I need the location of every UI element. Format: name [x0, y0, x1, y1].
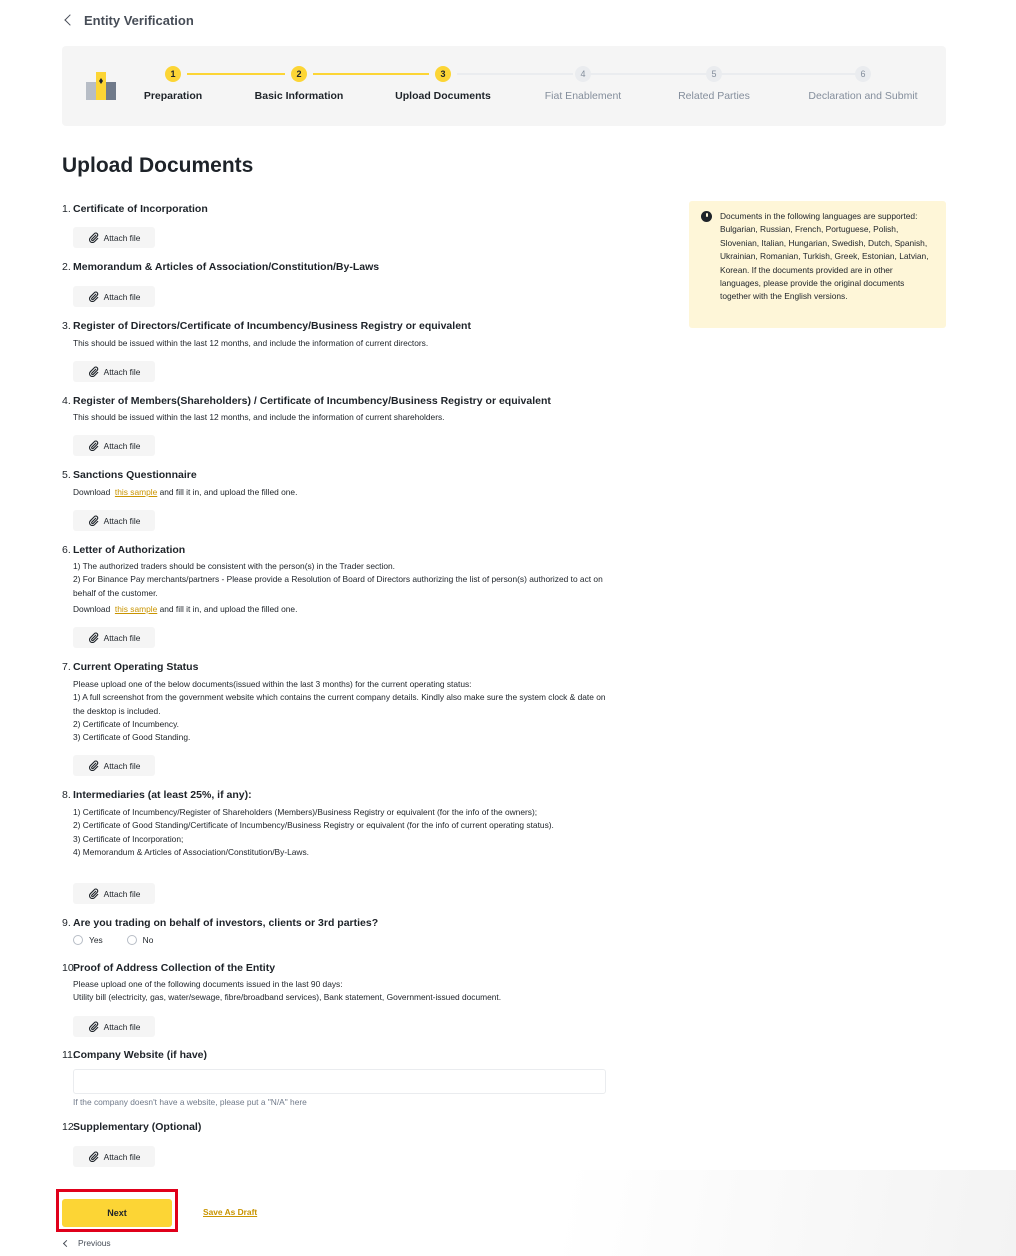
section-title	[62, 261, 379, 273]
download-prefix: Download	[73, 604, 111, 614]
radio-circle[interactable]	[73, 935, 83, 945]
next-button[interactable]: Next	[62, 1199, 172, 1227]
top-bar	[62, 10, 194, 30]
step-declaration-and-submit	[793, 66, 933, 102]
description-line: Please upload one of the below documents(issued within the last 3 months) for the current operating status:	[73, 679, 472, 689]
section-number: 5.	[62, 469, 71, 481]
description-line: 2) Certificate of Good Standing/Certificate of Incumbency/Business Registry or equivalent (for the info of current operating status).	[73, 820, 554, 831]
section-title	[62, 789, 252, 801]
language-notice	[689, 201, 946, 328]
attach-file-button[interactable]	[73, 435, 155, 456]
section-number: 2.	[62, 261, 71, 273]
radio-label: No	[142, 935, 154, 945]
section-title	[62, 1049, 207, 1061]
section-title	[62, 917, 378, 929]
radio-yes[interactable]	[73, 935, 103, 945]
sample-download-link[interactable]: this sample	[114, 604, 158, 614]
company-website-hint: If the company doesn't have a website, please put a "N/A" here	[73, 1097, 307, 1107]
step-basic-information	[229, 66, 369, 102]
attach-file-label: Attach file	[103, 440, 141, 451]
step-label: Related Parties	[678, 90, 750, 102]
step-number: 4	[575, 66, 591, 82]
previous-link[interactable]	[64, 1238, 111, 1248]
download-prefix: Download	[73, 487, 111, 497]
back-chevron-icon[interactable]	[64, 14, 75, 25]
section-title	[62, 320, 471, 332]
section-description: This should be issued within the last 12 months, and include the information of current shareholders.	[73, 412, 445, 422]
section-title-text: Intermediaries (at least 25%, if any):	[73, 789, 252, 801]
paperclip-icon	[88, 291, 99, 302]
step-number: 3	[435, 66, 451, 82]
paperclip-icon	[88, 515, 99, 526]
attach-file-label: Attach file	[103, 291, 141, 302]
description-line: 2) Certificate of Incumbency.	[73, 718, 179, 729]
step-preparation	[103, 66, 243, 102]
section-title-text: Register of Members(Shareholders) / Certificate of Incumbency/Business Registry or equivalent	[73, 395, 551, 407]
paperclip-icon	[88, 760, 99, 771]
attach-file-button[interactable]	[73, 286, 155, 307]
section-number: 8.	[62, 789, 71, 801]
step-label: Fiat Enablement	[544, 90, 622, 102]
section-title-text: Register of Directors/Certificate of Incumbency/Business Registry or equivalent	[73, 320, 471, 332]
step-label: Upload Documents	[395, 90, 491, 102]
lightbulb-icon	[701, 211, 712, 222]
section-number: 7.	[62, 661, 71, 673]
radio-circle[interactable]	[127, 935, 137, 945]
section-number: 12.	[62, 1121, 77, 1133]
section-title	[62, 1121, 201, 1133]
attach-file-button[interactable]	[73, 510, 155, 531]
attach-file-label: Attach file	[103, 366, 141, 377]
section-title	[62, 962, 275, 974]
download-sample-line	[73, 486, 613, 499]
section-title-text: Letter of Authorization	[73, 544, 186, 556]
section-number: 9.	[62, 917, 71, 929]
section-title-text: Proof of Address Collection of the Entity	[73, 962, 276, 974]
section-title-text: Memorandum & Articles of Association/Constitution/By-Laws	[73, 261, 380, 273]
download-suffix: and fill it in, and upload the filled one.	[159, 604, 298, 614]
step-number: 6	[855, 66, 871, 82]
section-number: 1.	[62, 203, 71, 215]
notice-text: Documents in the following languages are supported: Bulgarian, Russian, French, Portuguese, Polish, Slovenian, Italian, Hungarian, Swedish, Dutch, Spanish, Ukrainian, Romanian, Turkish, Greek, Estonian, Latvian, Korean. If the documents provided are in other languages, please provide the original documents together with the English versions.	[720, 211, 929, 302]
attach-file-button[interactable]	[73, 883, 155, 904]
paperclip-icon	[88, 632, 99, 643]
section-description	[73, 978, 613, 1005]
attach-file-label: Attach file	[103, 515, 141, 526]
section-description: This should be issued within the last 12 months, and include the information of current directors.	[73, 338, 429, 348]
section-title	[62, 395, 551, 407]
section-description	[73, 678, 613, 744]
step-number: 5	[706, 66, 722, 82]
section-title	[62, 544, 185, 556]
step-label: Basic Information	[254, 90, 344, 102]
attach-file-button[interactable]	[73, 1016, 155, 1037]
attach-file-button[interactable]	[73, 361, 155, 382]
download-sample-line	[73, 603, 613, 616]
section-description	[73, 560, 613, 600]
paperclip-icon	[88, 440, 99, 451]
description-line: 3) Certificate of Good Standing.	[73, 732, 191, 743]
section-number: 10.	[62, 962, 77, 974]
step-upload-documents	[373, 66, 513, 102]
paperclip-icon	[88, 1021, 99, 1032]
sample-download-link[interactable]: this sample	[114, 487, 158, 497]
page-title: Upload Documents	[62, 154, 254, 177]
attach-file-button[interactable]	[73, 1146, 155, 1167]
progress-stepper	[62, 46, 946, 126]
section-number: 4.	[62, 395, 71, 407]
description-line: 1) Certificate of Incumbency/Register of Shareholders (Members)/Business Registry or equivalent (for the info of the owners);	[73, 807, 538, 817]
description-line: 2) For Binance Pay merchants/partners - Please provide a Resolution of Board of Directors authorizing the list of person(s) authorized to act on behalf of the customer.	[73, 574, 603, 598]
attach-file-button[interactable]	[73, 627, 155, 648]
section-number: 11.	[62, 1049, 76, 1061]
paperclip-icon	[88, 1151, 99, 1162]
step-number: 2	[291, 66, 307, 82]
section-title-text: Are you trading on behalf of investors, clients or 3rd parties?	[73, 917, 379, 929]
attach-file-label: Attach file	[103, 888, 141, 899]
attach-file-button[interactable]	[73, 755, 155, 776]
chevron-left-icon	[63, 1239, 70, 1246]
section-title	[62, 203, 208, 215]
section-title-text: Supplementary (Optional)	[73, 1121, 202, 1133]
section-description	[73, 806, 613, 859]
section-number: 6.	[62, 544, 71, 556]
section-title-text: Sanctions Questionnaire	[73, 469, 197, 481]
step-related-parties	[644, 66, 784, 102]
paperclip-icon	[88, 888, 99, 899]
download-suffix: and fill it in, and upload the filled one.	[159, 487, 298, 497]
step-number: 1	[165, 66, 181, 82]
paperclip-icon	[88, 232, 99, 243]
section-title-text: Certificate of Incorporation	[73, 203, 208, 215]
page-header-title: Entity Verification	[84, 12, 194, 28]
attach-file-label: Attach file	[103, 232, 141, 243]
section-title	[62, 469, 197, 481]
paperclip-icon	[88, 366, 99, 377]
trading-on-behalf-radio-group	[73, 935, 177, 945]
section-title-text: Company Website (if have)	[73, 1049, 207, 1061]
section-number: 3.	[62, 320, 71, 332]
save-as-draft-link[interactable]: Save As Draft	[203, 1207, 258, 1217]
step-label: Preparation	[143, 90, 203, 102]
section-title-text: Current Operating Status	[73, 661, 199, 673]
description-line: Utility bill (electricity, gas, water/sewage, fibre/broadband services), Bank statement, Government-issued document.	[73, 992, 502, 1003]
previous-label: Previous	[78, 1238, 111, 1248]
description-line: Please upload one of the following documents issued in the last 90 days:	[73, 979, 343, 989]
step-fiat-enablement	[513, 66, 653, 102]
description-line: 3) Certificate of Incorporation;	[73, 833, 184, 844]
attach-file-label: Attach file	[103, 1151, 141, 1162]
description-line: 1) The authorized traders should be consistent with the person(s) in the Trader section.	[73, 561, 395, 571]
company-website-input[interactable]	[73, 1069, 606, 1094]
attach-file-label: Attach file	[103, 1021, 141, 1032]
attach-file-label: Attach file	[103, 632, 141, 643]
attach-file-label: Attach file	[103, 760, 141, 771]
description-line: 4) Memorandum & Articles of Association/Constitution/By-Laws.	[73, 846, 309, 857]
attach-file-button[interactable]	[73, 227, 155, 248]
radio-no[interactable]	[127, 935, 154, 945]
step-label: Declaration and Submit	[808, 90, 918, 102]
description-line: 1) A full screenshot from the government website which contains the current company details. Kindly also make sure the system clock & date on the desktop is included.	[73, 692, 606, 716]
section-title	[62, 661, 198, 673]
radio-label: Yes	[89, 935, 103, 945]
